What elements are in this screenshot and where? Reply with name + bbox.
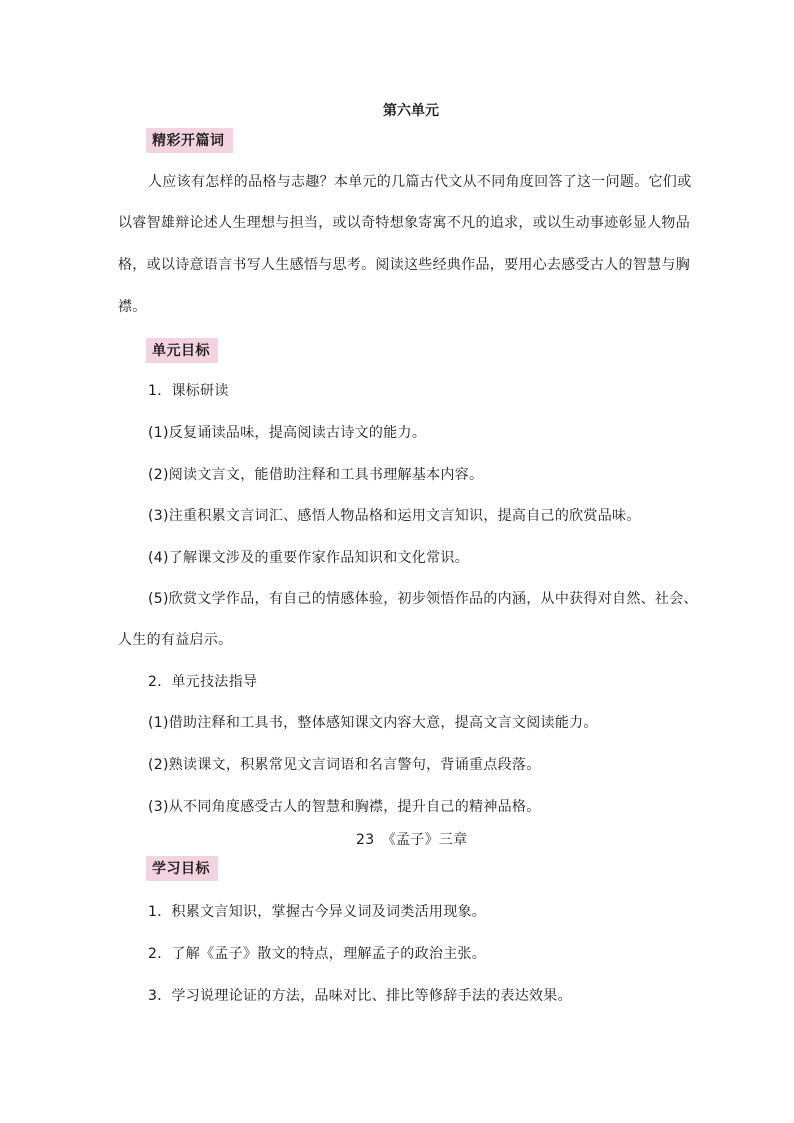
goals-sec2-item: (3)从不同角度感受古人的智慧和胸襟，提升自己的精神品格。 <box>148 799 541 815</box>
opening-line: 人应该有怎样的品格与志趣？本单元的几篇古代文从不同角度回答了这一问题。它们或 <box>148 174 692 190</box>
goals-sec1-item: (2)阅读文言文，能借助注释和工具书理解基本内容。 <box>148 467 484 483</box>
goals-sec2-item: (1)借助注释和工具书，整体感知课文内容大意，提高文言文阅读能力。 <box>148 715 598 731</box>
section-heading-goals: 单元目标 <box>146 338 218 363</box>
lesson-goal: 1．积累文言知识，掌握古今异义词及词类活用现象。 <box>148 904 487 920</box>
goals-sec1-item5-line: (5)欣赏文学作品，有自己的情感体验，初步领悟作品的内涵，从中获得对自然、社会、 <box>148 591 698 607</box>
lesson-title: 23 《孟子》三章 <box>356 832 468 848</box>
opening-line: 襟。 <box>118 299 147 315</box>
goals-sec1-item: (4)了解课文涉及的重要作家作品知识和文化常识。 <box>148 550 470 566</box>
goals-sec1-item: (3)注重积累文言词汇、感悟人物品格和运用文言知识，提高自己的欣赏品味。 <box>148 508 641 524</box>
lesson-goal: 3．学习说理论证的方法，品味对比、排比等修辞手法的表达效果。 <box>148 988 572 1004</box>
opening-line: 格，或以诗意语言书写人生感悟与思考。阅读这些经典作品，要用心去感受古人的智慧与胸 <box>118 257 690 273</box>
goals-sec1-item5-line: 人生的有益启示。 <box>118 632 233 648</box>
section-heading-opening: 精彩开篇词 <box>146 128 233 153</box>
goals-sec1-title: 1．课标研读 <box>148 383 229 399</box>
goals-sec1-item: (1)反复诵读品味，提高阅读古诗文的能力。 <box>148 425 427 441</box>
goals-sec2-title: 2．单元技法指导 <box>148 674 258 690</box>
opening-line: 以睿智雄辩论述人生理想与担当，或以奇特想象寄寓不凡的追求，或以生动事迹彰显人物品 <box>118 215 690 231</box>
goals-sec2-item: (2)熟读课文，积累常见文言词语和名言警句，背诵重点段落。 <box>148 757 541 773</box>
unit-title: 第六单元 <box>383 103 439 119</box>
lesson-goal: 2．了解《孟子》散文的特点，理解孟子的政治主张。 <box>148 946 487 962</box>
section-heading-lesson: 学习目标 <box>146 856 218 881</box>
